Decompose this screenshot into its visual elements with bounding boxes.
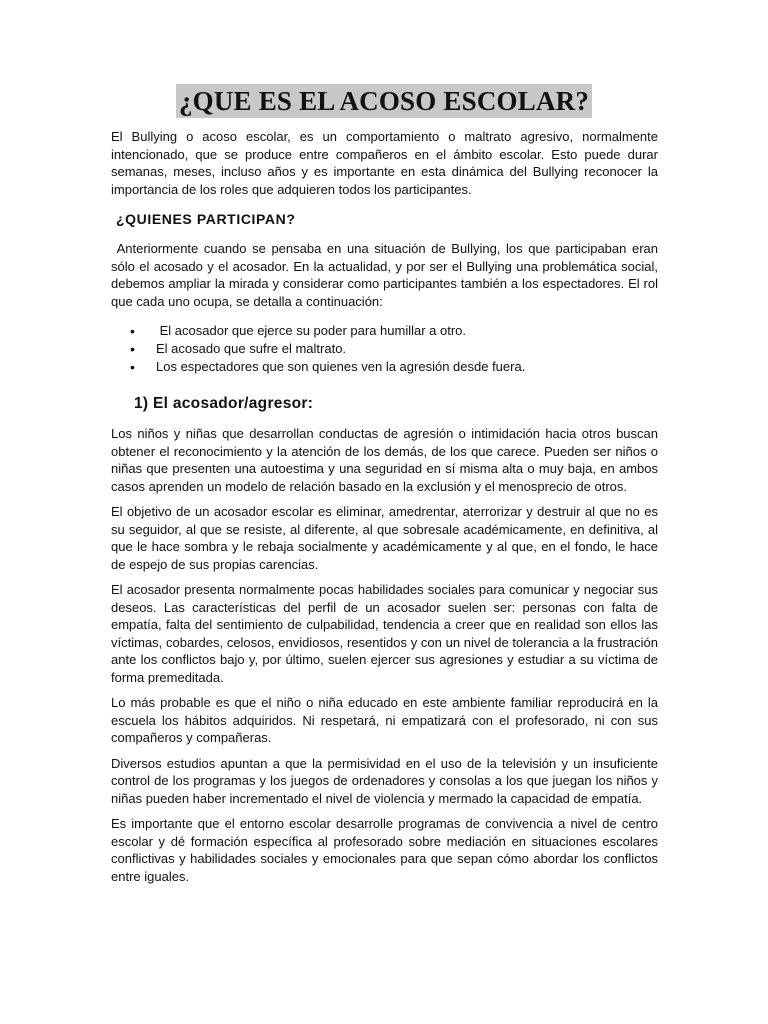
aggressor-paragraph-2: El objetivo de un acosador escolar es eliminar, amedrentar, aterrorizar y destruir al que no es su seguidor, al que se resiste, al diferente, al que sobresale académicamente, en definitiva, al que le hace sombra y le rebaja socialmente y académicamente y al que, en el fondo, le hace de espejo de sus propias carencias.	[111, 504, 658, 572]
aggressor-paragraph-4: Lo más probable es que el niño o niña educado en este ambiente familiar reproducirá en la escuela los hábitos adquiridos. Ni respetará, ni empatizará con el profesorado, ni con sus compañeros y compañeras.	[111, 695, 658, 745]
intro-paragraph: El Bullying o acoso escolar, es un comportamiento o maltrato agresivo, normalmente intencionado, que se produce entre compañeros en el ámbito escolar. Esto puede durar semanas, meses, incluso años y es importante en esta dinámica del Bullying reconocer la importancia de los roles que adquieren todos los participantes.	[111, 129, 658, 197]
list-item	[128, 322, 648, 340]
aggressor-heading: 1) El acosador/agresor:	[134, 395, 314, 412]
participants-heading: ¿QUIENES PARTICIPAN?	[116, 211, 296, 227]
participants-section	[111, 240, 658, 310]
list-item-text: El acosador que ejerce su poder para humillar a otro.	[159, 323, 467, 338]
aggressor-paragraph-5: Diversos estudios apuntan a que la permisividad en el uso de la televisión y un insuficiente control de los programas y los juegos de ordenadores y consolas a los que juegan los niños y niñas pueden haber incrementado el nivel de violencia y mermado la capacidad de empatía.	[111, 755, 658, 806]
participants-text: Anteriormente cuando se pensaba en una situación de Bullying, los que participaban eran sólo el acosado y el acosador. En la actualidad, y por ser el Bullying una problemática social, debemos ampliar la mirada y considerar como participantes también a los espectadores. El rol que cada uno ocupa, se detalla a continuación:	[111, 241, 658, 309]
list-item	[128, 340, 648, 358]
bullet-icon: •	[130, 359, 135, 375]
aggressor-paragraph-6: Es importante que el entorno escolar desarrolle programas de convivencia a nivel de centro escolar y dé formación específica al profesorado sobre mediación en situaciones escolares conflictivas y habilidades sociales y emocionales para que sepan cómo abordar los conflictos entre iguales.	[111, 816, 658, 884]
bullet-icon: •	[130, 323, 135, 339]
participants-paragraph	[111, 240, 658, 310]
aggressor-paragraph-3: El acosador presenta normalmente pocas habilidades sociales para comunicar y negociar sus deseos. Las características del perfil de un acosador suelen ser: personas con falta de empatía, falta del sentimiento de culpabilidad, tendencia a creer que en realidad son ellos las víctimas, cobardes, celosos, envidiosos, resentidos y con un nivel de tolerancia a la frustración ante los conflictos bajo y, por último, suelen ejercer sus agresiones y estudiar a su víctima de forma premeditada.	[111, 582, 658, 685]
title-container	[0, 84, 768, 118]
aggressor-section	[111, 425, 658, 893]
bullet-icon: •	[130, 341, 135, 357]
list-item-text: Los espectadores que son quienes ven la agresión desde fuera.	[156, 359, 526, 374]
list-item	[128, 358, 648, 376]
document-title: ¿QUE ES EL ACOSO ESCOLAR?	[176, 84, 592, 118]
aggressor-paragraph-1: Los niños y niñas que desarrollan conductas de agresión o intimidación hacia otros buscan obtener el reconocimiento y la atención de los demás, de los que carece. Pueden ser niños o niñas que presenten una autoestima y una seguridad en sí misma alta o muy baja, en ambos casos aprenden un modelo de relación basado en la exclusión y el menosprecio de otros.	[111, 426, 658, 494]
roles-list	[128, 322, 648, 376]
list-item-text: El acosado que sufre el maltrato.	[156, 341, 347, 356]
intro-section	[111, 128, 658, 198]
